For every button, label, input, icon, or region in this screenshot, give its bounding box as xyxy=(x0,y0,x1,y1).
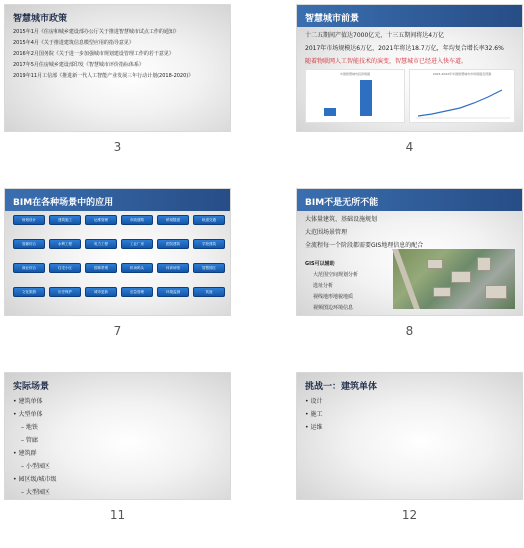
road-shape xyxy=(392,249,420,309)
slide-title: 实际场景 xyxy=(13,382,50,392)
chart-bar xyxy=(360,80,372,116)
chart-bar xyxy=(324,108,336,116)
slide-number: 3 xyxy=(113,140,122,154)
slide-number: 7 xyxy=(113,324,122,338)
scenario-button[interactable]: 规划设计 xyxy=(13,215,45,225)
scenario-button[interactable]: 机场码头 xyxy=(121,263,153,273)
scenario-button[interactable]: 园林景观 xyxy=(85,263,117,273)
bullet: 2017年市场规模达6万亿，2021年将达18.7万亿，年均复合增长率32.6% xyxy=(305,45,504,52)
chart-title: 2015-2022年中国智慧城市市场规模及预测 xyxy=(432,72,492,76)
trend-line xyxy=(410,78,516,124)
scenario-button[interactable]: 城市更新 xyxy=(85,287,117,297)
slide-title: BIM不是无所不能 xyxy=(305,198,379,208)
bullet: • 施工 xyxy=(305,411,323,418)
slide-body xyxy=(305,397,322,436)
gis-item: 大范围空间规划分析 xyxy=(313,272,359,278)
slide-title: BIM在各种场景中的应用 xyxy=(13,198,114,208)
slide-thumbnail[interactable] xyxy=(296,4,523,132)
bullet: • 建筑单体 xyxy=(13,398,43,405)
building-shape xyxy=(427,259,443,269)
bullet: • 园区级/城市级 xyxy=(13,476,57,483)
building-shape xyxy=(485,285,507,299)
scenario-button[interactable]: 建筑施工 xyxy=(49,215,81,225)
scenario-button[interactable]: 市政道路 xyxy=(121,215,153,225)
scenario-button[interactable]: 轨道交通 xyxy=(193,215,225,225)
scenario-button[interactable]: 水利工程 xyxy=(49,239,81,249)
bullet: 十二五期间产值达7000亿元，十三五期间将达4万亿 xyxy=(305,32,445,39)
bullet: • 运维 xyxy=(305,424,323,431)
bullet: • 设计 xyxy=(305,398,323,405)
scenario-button[interactable]: 其他 xyxy=(193,287,225,297)
bullet: 2016年2月国务院《关于进一步加强城市规划建设管理工作的若干意见》 xyxy=(13,51,174,57)
bar-chart-thumbnail xyxy=(305,69,405,123)
bullet: 全流程每一个阶段都需要GIS地理信息的配合 xyxy=(305,242,424,249)
scenario-button[interactable]: 商业综合 xyxy=(13,263,45,273)
bullet: • 建筑群 xyxy=(13,450,37,457)
scenario-button[interactable]: 医院建筑 xyxy=(157,239,189,249)
slide-number: 12 xyxy=(401,508,418,522)
slide-number: 8 xyxy=(405,324,414,338)
slide-number: 4 xyxy=(405,140,414,154)
scenario-button[interactable]: 环境监测 xyxy=(157,287,189,297)
gis-item: 选址分析 xyxy=(313,283,334,289)
slide-cell-8[interactable] xyxy=(0,184,424,364)
scenario-button[interactable]: 应急管理 xyxy=(121,287,153,297)
slide-cell-12[interactable] xyxy=(0,368,418,548)
sub-bullet: – 管廊 xyxy=(21,437,38,444)
bullet: 2017年5月住房城乡建设部印发《智慧城市评价指标体系》 xyxy=(13,62,144,68)
scenario-button[interactable]: 电力工程 xyxy=(85,239,117,249)
bullet: 大范围场景管理 xyxy=(305,229,348,236)
slide-title: 挑战一：建筑单体 xyxy=(305,382,378,392)
bullet: 大体量建筑、基础设施规划 xyxy=(305,216,378,223)
bullet-highlight: 随着物联网人工智能技术的演变，智慧城市已经进入快车道。 xyxy=(305,58,468,65)
building-shape xyxy=(433,287,451,297)
building-shape xyxy=(477,257,491,271)
gis-item: 视频图边环境信息 xyxy=(313,305,354,311)
scenario-button[interactable]: 智慧园区 xyxy=(193,263,225,273)
slide-title: 智慧城市前景 xyxy=(305,14,360,24)
scenario-button[interactable]: 工业厂房 xyxy=(121,239,153,249)
scenario-button[interactable]: 运维管理 xyxy=(85,215,117,225)
sub-bullet: – 地铁 xyxy=(21,424,38,431)
scenario-button[interactable]: 学校建筑 xyxy=(193,239,225,249)
gis-heading: GIS可以辅助 xyxy=(305,261,335,267)
bullet: • 大型单体 xyxy=(13,411,43,418)
slide-thumbnail[interactable] xyxy=(296,372,523,500)
bullet: 2019年11月工信部《推进新一代人工智能产业发展三年行动计划(2018-2020)》 xyxy=(13,73,194,79)
gis-list xyxy=(305,261,389,316)
chart-title: 中国智慧城市投资规模 xyxy=(339,72,370,76)
bullet: 2015年1月《住房和城乡建设部办公厅关于推进智慧城市试点工作的通知》 xyxy=(13,29,179,35)
scenario-button[interactable]: 管廊综合 xyxy=(13,239,45,249)
sub-bullet: – 小型园区 xyxy=(21,463,50,470)
scenario-button[interactable]: 文化旅游 xyxy=(13,287,45,297)
slide-body xyxy=(305,31,517,70)
slide-title: 智慧城市政策 xyxy=(13,14,68,24)
line-chart-thumbnail xyxy=(409,69,515,123)
slide-number: 11 xyxy=(109,508,126,522)
scenario-button[interactable]: 桥梁隧道 xyxy=(157,215,189,225)
bullet: 2015年4月《关于推进建筑信息模型应用的指导意见》 xyxy=(13,40,134,46)
slide-cell-4[interactable] xyxy=(0,0,504,180)
aerial-city-image xyxy=(393,249,515,309)
gis-item: 视线地形地貌地质 xyxy=(313,294,354,300)
building-shape xyxy=(451,271,471,283)
sub-bullet: – 大型园区 xyxy=(21,489,50,496)
scenario-button[interactable]: 体育场馆 xyxy=(157,263,189,273)
scenario-button[interactable]: 历史保护 xyxy=(49,287,81,297)
slide-thumbnail[interactable] xyxy=(296,188,523,316)
scenario-button[interactable]: 住宅小区 xyxy=(49,263,81,273)
